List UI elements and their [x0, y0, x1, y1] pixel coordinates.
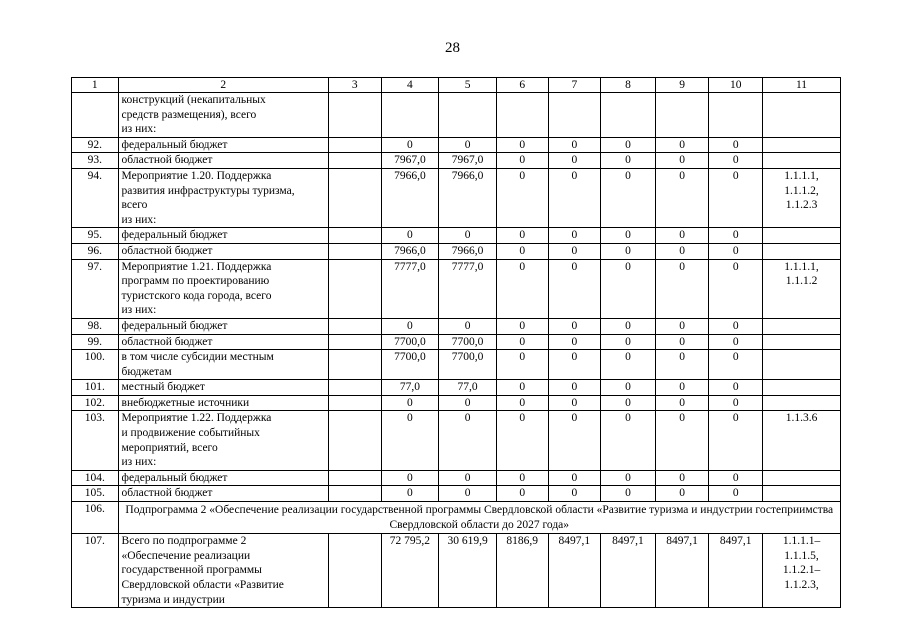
row-number: 104.: [72, 470, 119, 486]
cell-total: 0: [381, 486, 439, 502]
cell-c10: 0: [709, 168, 763, 227]
item-name-line: из них:: [121, 213, 157, 226]
table-row: [72, 259, 841, 318]
target-refs: [763, 168, 841, 227]
item-name: [118, 318, 328, 334]
item-name-line: средств размещения), всего: [121, 108, 257, 121]
cell-col5: 0: [439, 470, 497, 486]
cell-c10: 0: [709, 259, 763, 318]
item-name-line: туризма и индустрии: [121, 593, 225, 606]
cell-c9: 0: [655, 380, 709, 396]
cell-col3: [328, 411, 381, 470]
item-name-line: государственной программы: [121, 564, 262, 577]
cell-c6: 0: [496, 318, 548, 334]
table-row: [72, 502, 841, 534]
row-number: 102.: [72, 395, 119, 411]
cell-total: 77,0: [381, 380, 439, 396]
cell-c8: 8497,1: [601, 534, 656, 608]
cell-c8: 0: [601, 168, 656, 227]
target-refs: [763, 350, 841, 380]
item-name: [118, 334, 328, 350]
cell-c9: 0: [655, 350, 709, 380]
item-name: [118, 350, 328, 380]
cell-c8: 0: [601, 334, 656, 350]
item-name-line: из них:: [121, 304, 157, 317]
cell-c10: 0: [709, 470, 763, 486]
cell-col5: 7700,0: [439, 334, 497, 350]
item-name: [118, 380, 328, 396]
target-refs: [763, 470, 841, 486]
cell-c9: 0: [655, 259, 709, 318]
table-row: [72, 486, 841, 502]
table-row: [72, 334, 841, 350]
cell-col3: [328, 380, 381, 396]
item-name-line: Мероприятие 1.21. Поддержка: [121, 260, 272, 273]
table-row: [72, 228, 841, 244]
cell-col3: [328, 93, 381, 138]
target-ref-line: 1.1.2.3: [785, 199, 818, 212]
cell-col3: [328, 334, 381, 350]
cell-c7: 0: [548, 470, 601, 486]
cell-c9: 0: [655, 334, 709, 350]
item-name: [118, 411, 328, 470]
cell-c7: 0: [548, 153, 601, 169]
cell-c8: 0: [601, 470, 656, 486]
cell-c7: 0: [548, 318, 601, 334]
item-name-line: туристского кода города, всего: [121, 289, 272, 302]
target-ref-line: 1.1.1.1,: [784, 260, 819, 273]
table-row: [72, 318, 841, 334]
cell-c10: 0: [709, 228, 763, 244]
cell-c10: 0: [709, 395, 763, 411]
cell-c10: 0: [709, 137, 763, 153]
cell-c6: 0: [496, 486, 548, 502]
subprogram-title: Подпрограмма 2 «Обеспечение реализации государственной программы Свердловской области «Развитие туризма и индустрии гостеприимства Свердловской области до 2027 года»: [118, 502, 840, 534]
cell-c10: 0: [709, 153, 763, 169]
column-header: 5: [439, 78, 497, 93]
cell-c7: [548, 93, 601, 138]
cell-col5: 7777,0: [439, 259, 497, 318]
item-name-line: и продвижение событийных: [121, 427, 260, 440]
cell-c10: 0: [709, 486, 763, 502]
item-name: [118, 137, 328, 153]
row-number: [72, 93, 119, 138]
cell-total: 0: [381, 411, 439, 470]
table-row: [72, 153, 841, 169]
target-ref-line: 1.1.1.5,: [784, 549, 819, 562]
target-refs: [763, 380, 841, 396]
cell-col5: 0: [439, 318, 497, 334]
item-name: [118, 395, 328, 411]
item-name-line: федеральный бюджет: [121, 229, 228, 242]
cell-c9: 0: [655, 153, 709, 169]
item-name-line: из них:: [121, 123, 157, 136]
cell-total: [381, 93, 439, 138]
cell-c7: 0: [548, 137, 601, 153]
column-header: 10: [709, 78, 763, 93]
cell-total: 0: [381, 228, 439, 244]
cell-c9: 0: [655, 411, 709, 470]
cell-c6: 0: [496, 470, 548, 486]
cell-c8: 0: [601, 395, 656, 411]
item-name-line: федеральный бюджет: [121, 138, 228, 151]
cell-c10: [709, 93, 763, 138]
column-header: 6: [496, 78, 548, 93]
cell-col3: [328, 137, 381, 153]
cell-total: 0: [381, 137, 439, 153]
cell-c6: 0: [496, 243, 548, 259]
cell-c9: 0: [655, 486, 709, 502]
row-number: 95.: [72, 228, 119, 244]
cell-c9: 8497,1: [655, 534, 709, 608]
table-row: [72, 350, 841, 380]
table-row: [72, 395, 841, 411]
cell-c10: 0: [709, 350, 763, 380]
cell-c6: 0: [496, 228, 548, 244]
item-name-line: федеральный бюджет: [121, 319, 228, 332]
cell-col5: 7966,0: [439, 243, 497, 259]
target-refs: [763, 534, 841, 608]
cell-c9: 0: [655, 395, 709, 411]
row-number: 94.: [72, 168, 119, 227]
item-name-line: Мероприятие 1.22. Поддержка: [121, 412, 272, 425]
row-number: 107.: [72, 534, 119, 608]
cell-col3: [328, 168, 381, 227]
table-row: [72, 380, 841, 396]
cell-c8: 0: [601, 243, 656, 259]
item-name-line: областной бюджет: [121, 244, 213, 257]
item-name: [118, 534, 328, 608]
column-header: 2: [118, 78, 328, 93]
cell-c7: 0: [548, 243, 601, 259]
item-name-line: внебюджетные источники: [121, 396, 250, 409]
item-name-line: федеральный бюджет: [121, 471, 228, 484]
item-name-line: Мероприятие 1.20. Поддержка: [121, 169, 272, 182]
column-header: 3: [328, 78, 381, 93]
cell-col5: 0: [439, 486, 497, 502]
cell-total: 7700,0: [381, 334, 439, 350]
cell-c9: 0: [655, 228, 709, 244]
cell-c7: 0: [548, 259, 601, 318]
cell-c9: 0: [655, 470, 709, 486]
cell-c6: [496, 93, 548, 138]
row-number: 105.: [72, 486, 119, 502]
table-header-row: [72, 78, 841, 93]
target-ref-line: 1.1.2.3,: [784, 579, 819, 591]
row-number: 106.: [72, 502, 119, 534]
row-number: 93.: [72, 153, 119, 169]
cell-total: 0: [381, 318, 439, 334]
cell-c9: [655, 93, 709, 138]
item-name-line: мероприятий, всего: [121, 441, 218, 454]
item-name: [118, 243, 328, 259]
item-name-line: Свердловской области «Развитие: [121, 579, 284, 591]
cell-total: 7777,0: [381, 259, 439, 318]
cell-col5: [439, 93, 497, 138]
item-name-line: всего: [121, 199, 148, 212]
cell-c7: 0: [548, 350, 601, 380]
item-name: [118, 168, 328, 227]
target-refs: [763, 243, 841, 259]
cell-c6: 0: [496, 259, 548, 318]
cell-total: 72 795,2: [381, 534, 439, 608]
cell-col5: 7700,0: [439, 350, 497, 380]
item-name: [118, 470, 328, 486]
cell-total: 7700,0: [381, 350, 439, 380]
cell-c6: 0: [496, 411, 548, 470]
target-ref-line: 1.1.1.2: [785, 275, 818, 288]
cell-c8: [601, 93, 656, 138]
target-refs: [763, 137, 841, 153]
cell-c10: 0: [709, 334, 763, 350]
item-name-line: программ по проектированию: [121, 275, 270, 288]
table-row: [72, 411, 841, 470]
cell-c8: 0: [601, 153, 656, 169]
cell-total: 7966,0: [381, 243, 439, 259]
cell-c6: 0: [496, 380, 548, 396]
item-name: [118, 228, 328, 244]
cell-col3: [328, 486, 381, 502]
cell-c6: 0: [496, 153, 548, 169]
target-refs: [763, 318, 841, 334]
budget-table: [71, 77, 841, 608]
cell-col3: [328, 350, 381, 380]
cell-total: 7966,0: [381, 168, 439, 227]
cell-col5: 0: [439, 395, 497, 411]
cell-c8: 0: [601, 350, 656, 380]
cell-c10: 8497,1: [709, 534, 763, 608]
cell-c7: 0: [548, 486, 601, 502]
cell-c8: 0: [601, 259, 656, 318]
target-refs: [763, 93, 841, 138]
cell-c9: 0: [655, 168, 709, 227]
row-number: 100.: [72, 350, 119, 380]
cell-c9: 0: [655, 318, 709, 334]
item-name-line: областной бюджет: [121, 487, 213, 500]
target-ref-line: 1.1.2.1–: [782, 564, 821, 577]
cell-c7: 0: [548, 411, 601, 470]
cell-c8: 0: [601, 486, 656, 502]
cell-col3: [328, 153, 381, 169]
row-number: 99.: [72, 334, 119, 350]
cell-col3: [328, 534, 381, 608]
cell-c10: 0: [709, 243, 763, 259]
cell-c8: 0: [601, 318, 656, 334]
target-refs: [763, 334, 841, 350]
cell-c7: 0: [548, 228, 601, 244]
cell-c8: 0: [601, 380, 656, 396]
row-number: 98.: [72, 318, 119, 334]
cell-c10: 0: [709, 318, 763, 334]
column-header: 7: [548, 78, 601, 93]
table-row: [72, 470, 841, 486]
cell-c6: 0: [496, 137, 548, 153]
column-header: 11: [763, 78, 841, 93]
table-body: [72, 93, 841, 608]
cell-col3: [328, 395, 381, 411]
table-row: [72, 168, 841, 227]
target-refs: [763, 411, 841, 470]
row-number: 101.: [72, 380, 119, 396]
row-number: 103.: [72, 411, 119, 470]
target-refs: [763, 395, 841, 411]
cell-col3: [328, 318, 381, 334]
cell-c8: 0: [601, 137, 656, 153]
item-name-line: областной бюджет: [121, 335, 213, 348]
cell-col3: [328, 228, 381, 244]
item-name-line: в том числе субсидии местным: [121, 351, 274, 364]
cell-col3: [328, 259, 381, 318]
target-ref-line: 1.1.3.6: [785, 412, 818, 425]
cell-total: 7967,0: [381, 153, 439, 169]
row-number: 92.: [72, 137, 119, 153]
target-ref-line: 1.1.1.2,: [784, 184, 819, 197]
cell-c6: 0: [496, 395, 548, 411]
cell-total: 0: [381, 470, 439, 486]
column-header: 8: [601, 78, 656, 93]
cell-col5: 0: [439, 411, 497, 470]
cell-col5: 77,0: [439, 380, 497, 396]
cell-c7: 0: [548, 168, 601, 227]
item-name: [118, 153, 328, 169]
cell-col3: [328, 243, 381, 259]
cell-c7: 0: [548, 395, 601, 411]
item-name-line: «Обеспечение реализации: [121, 549, 251, 562]
cell-col5: 7967,0: [439, 153, 497, 169]
target-refs: [763, 486, 841, 502]
cell-col5: 0: [439, 137, 497, 153]
cell-c10: 0: [709, 380, 763, 396]
target-refs: [763, 153, 841, 169]
row-number: 96.: [72, 243, 119, 259]
cell-col3: [328, 470, 381, 486]
cell-col5: 7966,0: [439, 168, 497, 227]
item-name: [118, 93, 328, 138]
item-name-line: областной бюджет: [121, 154, 213, 167]
cell-c8: 0: [601, 228, 656, 244]
row-number: 97.: [72, 259, 119, 318]
cell-c7: 8497,1: [548, 534, 601, 608]
item-name-line: из них:: [121, 456, 157, 469]
item-name-line: развития инфраструктуры туризма,: [121, 184, 295, 197]
target-refs: [763, 228, 841, 244]
item-name-line: конструкций (некапитальных: [121, 94, 266, 106]
table-row: [72, 534, 841, 608]
cell-c10: 0: [709, 411, 763, 470]
cell-c7: 0: [548, 380, 601, 396]
item-name-line: Всего по подпрограмме 2: [121, 535, 247, 548]
cell-c6: 0: [496, 350, 548, 380]
item-name: [118, 259, 328, 318]
target-ref-line: 1.1.1.1–: [782, 535, 821, 548]
table-row: [72, 137, 841, 153]
cell-c9: 0: [655, 243, 709, 259]
table-row: [72, 93, 841, 138]
column-header: 1: [72, 78, 119, 93]
cell-c6: 0: [496, 168, 548, 227]
table-row: [72, 243, 841, 259]
cell-col5: 30 619,9: [439, 534, 497, 608]
page-number: 28: [445, 40, 460, 56]
item-name-line: местный бюджет: [121, 381, 205, 394]
cell-total: 0: [381, 395, 439, 411]
cell-c6: 0: [496, 334, 548, 350]
target-refs: [763, 259, 841, 318]
cell-c8: 0: [601, 411, 656, 470]
target-ref-line: 1.1.1.1,: [784, 169, 819, 182]
cell-col5: 0: [439, 228, 497, 244]
item-name: [118, 486, 328, 502]
cell-c9: 0: [655, 137, 709, 153]
cell-c7: 0: [548, 334, 601, 350]
column-header: 4: [381, 78, 439, 93]
cell-c6: 8186,9: [496, 534, 548, 608]
column-header: 9: [655, 78, 709, 93]
item-name-line: бюджетам: [121, 365, 172, 378]
